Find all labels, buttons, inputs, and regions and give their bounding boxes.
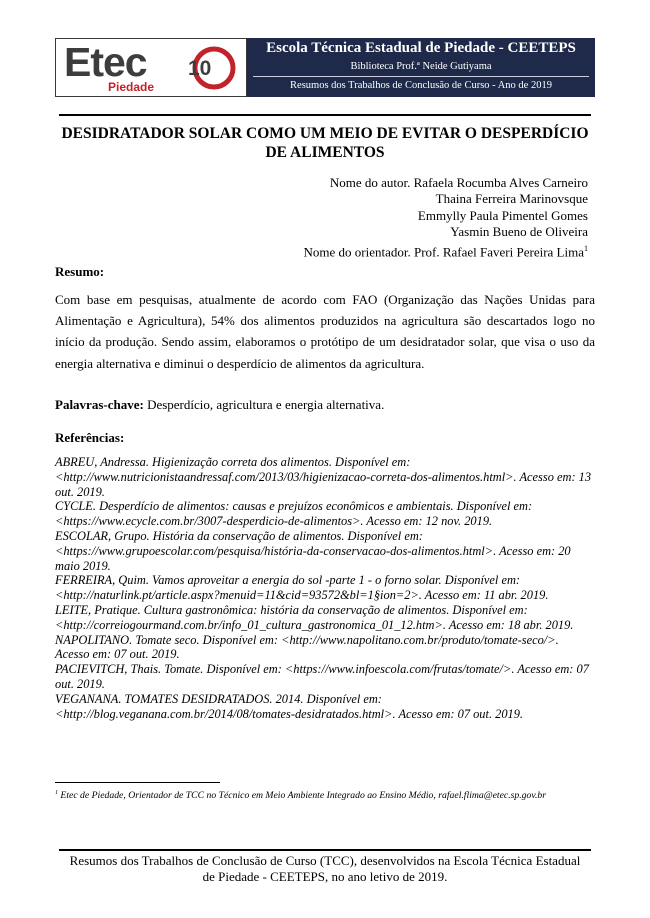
- footnote-marker: 1: [584, 243, 588, 253]
- etec-logo: [55, 38, 247, 97]
- abstract-text: Com base em pesquisas, atualmente de acordo com FAO (Organização das Nações Unidas para Alimentação e Agricultura), 54% dos alimentos produzidos na agricultura são descartados logo no início da produção. Sendo assim, elaboramos o protótipo de um desidratador solar, que visa o uso da energia alternativa e diminui o desperdício de alimentos da agricultura.: [55, 292, 595, 371]
- advisor-name: Nome do orientador. Prof. Rafael Faveri Pereira Lima: [303, 243, 584, 259]
- author-block: [250, 175, 588, 260]
- title-line: DE ALIMENTOS: [265, 144, 385, 161]
- logo-unit-name: Piedade: [108, 80, 155, 94]
- keywords-label: Palavras-chave:: [55, 397, 144, 412]
- footnote-divider: [55, 782, 220, 783]
- reference-item: ABREU, Andressa. Higienização correta dos alimentos. Disponível em: <http://www.nutricionistaandressaf.com/2013/03/higienizacao-correta-dos-alimentos.html>. Acesso em: 13 out. 2019.: [55, 455, 592, 499]
- footnote-text: Etec de Piedade, Orientador de TCC no Técnico em Meio Ambiente Integrado ao Ensino Médio, rafael.flima@etec.sp.gov.br: [58, 790, 546, 802]
- document-title: [55, 124, 595, 162]
- title-line: DESIDRATADOR SOLAR COMO UM MEIO DE EVITAR O DESPERDÍCIO: [61, 125, 589, 142]
- footnote: [55, 786, 595, 803]
- page-header: [55, 38, 595, 97]
- footnote-mark: 1: [55, 790, 58, 796]
- reference-item: VEGANANA. TOMATES DESIDRATADOS. 2014. Disponível em: <http://blog.veganana.com.br/2014/08/tomates-desidratados.html>. Acesso em: 07 out. 2019.: [55, 691, 524, 721]
- footer-line: Resumos dos Trabalhos de Conclusão de Curso (TCC), desenvolvidos na Escola Técnica Estadual: [69, 853, 581, 868]
- advisor-line: [250, 241, 588, 261]
- author-line: Nome do autor. Rafaela Rocumba Alves Carneiro: [329, 175, 588, 190]
- reference-item: ESCOLAR, Grupo. História da conservação de alimentos. Disponível em: <https://www.grupoescolar.com/pesquisa/história-da-conservacao-dos-alimentos.html>. Acesso em: 20 maio 2019.: [55, 528, 571, 573]
- keywords-text: Desperdício, agricultura e energia alternativa.: [147, 397, 385, 412]
- reference-item: NAPOLITANO. Tomate seco. Disponível em: <http://www.napolitano.com.br/produto/tomate-seco/>. Acesso em: 07 out. 2019.: [55, 632, 559, 662]
- abstract-heading: Resumo:: [55, 264, 105, 279]
- school-name: Escola Técnica Estadual de Piedade - CEETEPS: [266, 40, 576, 56]
- reference-item: FERREIRA, Quim. Vamos aproveitar a energia do sol -parte 1 - o forno solar. Disponível em: <http://naturlink.pt/article.aspx?menuid=11&cid=93572&bl=1§ion=2>. Acesso em: 11 abr. 2019.: [55, 573, 549, 603]
- author-line: Thaina Ferreira Marinovsque: [435, 191, 588, 207]
- header-subtitle: Resumos dos Trabalhos de Conclusão de Curso - Ano de 2019: [253, 76, 589, 95]
- reference-item: LEITE, Pratique. Cultura gastronômica: história da conservação de alimentos. Disponível em: <http://correiogourmand.com.br/info_01_cultura_gastronomica_01_12.htm>. Acesso em: 18 abr. 2019.: [55, 602, 574, 632]
- reference-item: CYCLE. Desperdício de alimentos: causas e prejuízos econômicos e ambientais. Disponível em: <https://www.ecycle.com.br/3007-desperdicio-de-alimentos>. Acesso em: 12 nov. 2019.: [55, 499, 533, 529]
- references-heading: Referências:: [55, 430, 125, 445]
- keywords: [55, 397, 595, 413]
- page-footer: [55, 853, 595, 885]
- author-line: Yasmin Bueno de Oliveira: [450, 224, 588, 240]
- footer-line: de Piedade - CEETEPS, no ano letivo de 2019.: [202, 869, 448, 884]
- logo-wordmark: Etec: [64, 39, 147, 85]
- library-name: Biblioteca Prof.ª Neide Gutiyama: [350, 61, 492, 72]
- references-list: [55, 455, 595, 721]
- footer-divider: [59, 849, 591, 851]
- anniversary-badge-icon: [187, 45, 237, 91]
- author-line: Emmylly Paula Pimentel Gomes: [417, 207, 588, 223]
- header-divider: [59, 114, 591, 116]
- badge-number: 10: [188, 57, 212, 80]
- reference-item: PACIEVITCH, Thais. Tomate. Disponível em: <https://www.infoescola.com/frutas/tomate/>. Acesso em: 07 out. 2019.: [55, 662, 589, 691]
- header-title-box: [247, 38, 595, 97]
